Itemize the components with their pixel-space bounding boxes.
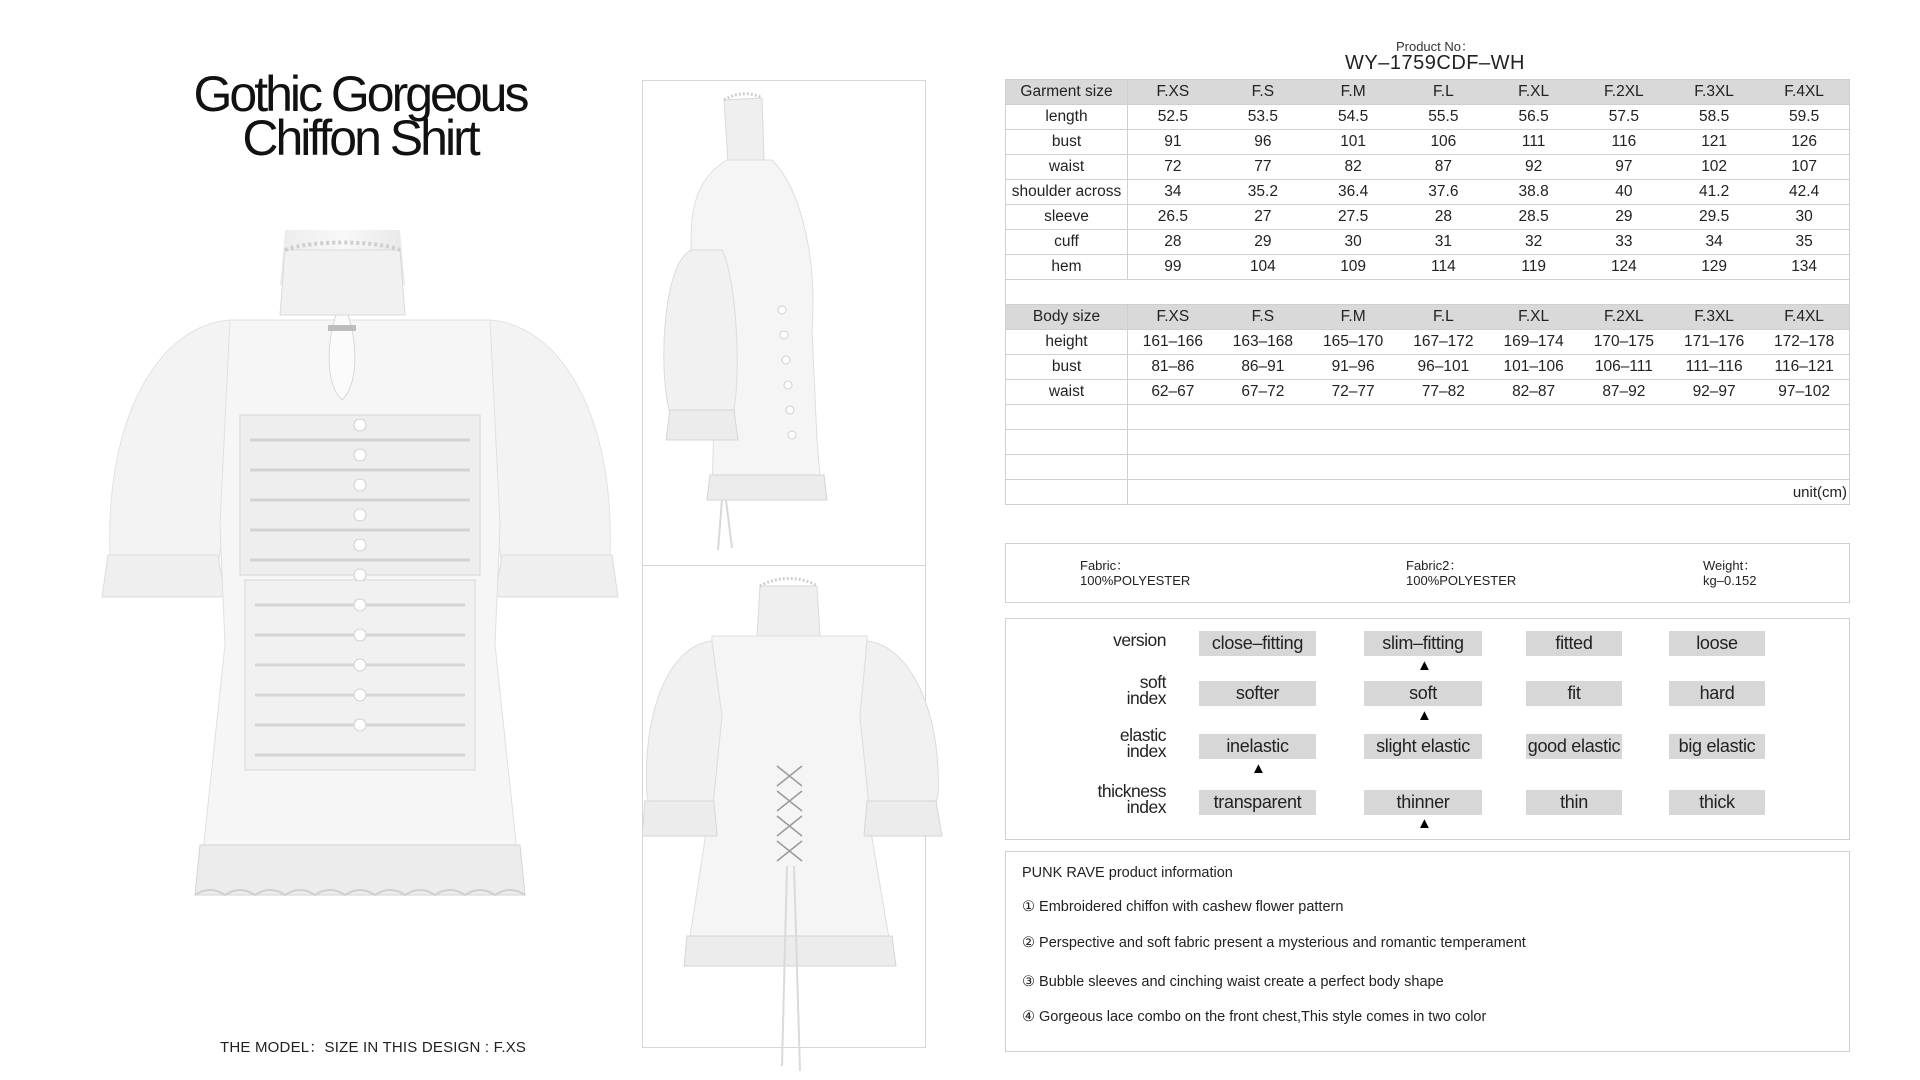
empty-cell xyxy=(1006,455,1128,480)
soft-selected-marker: ▲ xyxy=(1417,707,1432,724)
table-row xyxy=(1006,105,1850,130)
table-cell: 163–168 xyxy=(1218,330,1308,355)
table-cell: 92–97 xyxy=(1669,380,1759,405)
table-cell: 169–174 xyxy=(1489,330,1579,355)
elastic-option-big-elastic: big elastic xyxy=(1669,734,1765,759)
elastic-option-slight-elastic: slight elastic xyxy=(1364,734,1482,759)
table-cell: 114 xyxy=(1398,255,1488,280)
fabric2-value: 100%POLYESTER xyxy=(1406,573,1517,588)
size-col-header: F.XL xyxy=(1489,305,1579,330)
table-cell: 161–166 xyxy=(1128,330,1218,355)
table-cell: 104 xyxy=(1218,255,1308,280)
fabric1 xyxy=(1080,558,1190,588)
table-cell: 119 xyxy=(1489,255,1579,280)
size-col-header: F.3XL xyxy=(1669,305,1759,330)
elastic-option-inelastic: inelastic xyxy=(1199,734,1316,759)
table-cell: 32 xyxy=(1489,230,1579,255)
version-selected-marker: ▲ xyxy=(1417,657,1432,674)
unit-row xyxy=(1006,480,1850,505)
product-title-line2: Chiffon Shirt xyxy=(242,110,478,166)
empty-cell xyxy=(1006,430,1128,455)
size-col-header: F.4XL xyxy=(1759,305,1849,330)
side-view-photo xyxy=(642,80,926,565)
row-label: cuff xyxy=(1006,230,1128,255)
front-view-photo xyxy=(100,225,620,905)
table-cell: 36.4 xyxy=(1308,180,1398,205)
table-cell: 59.5 xyxy=(1759,105,1849,130)
size-col-header: F.XS xyxy=(1128,80,1218,105)
table-cell: 27 xyxy=(1218,205,1308,230)
spacer-cell xyxy=(1006,280,1850,305)
product-number: WY–1759CDF–WH xyxy=(1345,52,1525,74)
table-cell: 129 xyxy=(1669,255,1759,280)
table-row xyxy=(1006,230,1850,255)
row-label: waist xyxy=(1006,155,1128,180)
row-label: shoulder across xyxy=(1006,180,1128,205)
soft-option-hard: hard xyxy=(1669,681,1765,706)
table-cell: 28 xyxy=(1128,230,1218,255)
row-label: length xyxy=(1006,105,1128,130)
table-cell: 116 xyxy=(1579,130,1669,155)
back-view-photo xyxy=(642,566,972,1080)
info-point-2: ② Perspective and soft fabric present a mysterious and romantic temperament xyxy=(1022,935,1526,951)
table-cell: 30 xyxy=(1308,230,1398,255)
table-cell: 107 xyxy=(1759,155,1849,180)
row-label: bust xyxy=(1006,130,1128,155)
table-cell: 106 xyxy=(1398,130,1488,155)
table-cell: 72–77 xyxy=(1308,380,1398,405)
table-cell: 102 xyxy=(1669,155,1759,180)
size-col-header: F.XL xyxy=(1489,80,1579,105)
garment-size-header-row xyxy=(1006,80,1850,105)
product-title-line1: Gothic Gorgeous xyxy=(193,66,527,122)
table-cell: 87–92 xyxy=(1579,380,1669,405)
table-row xyxy=(1006,355,1850,380)
weight-label: Weight： xyxy=(1703,558,1757,573)
thickness-label-line1: thickness xyxy=(1097,781,1166,801)
table-cell: 56.5 xyxy=(1489,105,1579,130)
table-cell: 171–176 xyxy=(1669,330,1759,355)
empty-row xyxy=(1006,455,1850,480)
table-cell: 86–91 xyxy=(1218,355,1308,380)
table-cell: 29.5 xyxy=(1669,205,1759,230)
size-col-header: F.XS xyxy=(1128,305,1218,330)
table-cell: 42.4 xyxy=(1759,180,1849,205)
model-size-note: THE MODEL：SIZE IN THIS DESIGN : F.XS xyxy=(220,1039,527,1056)
table-cell: 53.5 xyxy=(1218,105,1308,130)
table-cell: 99 xyxy=(1128,255,1218,280)
row-label: hem xyxy=(1006,255,1128,280)
row-label: height xyxy=(1006,330,1128,355)
table-cell: 121 xyxy=(1669,130,1759,155)
thickness-option-thin: thin xyxy=(1526,790,1622,815)
table-cell: 28.5 xyxy=(1489,205,1579,230)
body-size-header-row xyxy=(1006,305,1850,330)
table-cell: 101–106 xyxy=(1489,355,1579,380)
table-cell: 29 xyxy=(1579,205,1669,230)
size-col-header: F.L xyxy=(1398,80,1488,105)
table-cell: 35 xyxy=(1759,230,1849,255)
table-cell: 77–82 xyxy=(1398,380,1488,405)
fabric-info-box xyxy=(1005,543,1850,603)
table-cell: 165–170 xyxy=(1308,330,1398,355)
product-title xyxy=(140,66,580,166)
table-cell: 97 xyxy=(1579,155,1669,180)
table-cell: 34 xyxy=(1669,230,1759,255)
version-label xyxy=(1036,632,1166,648)
table-cell: 38.8 xyxy=(1489,180,1579,205)
spacer-row xyxy=(1006,280,1850,305)
product-number-label: Product No： xyxy=(1395,39,1475,54)
table-cell: 29 xyxy=(1218,230,1308,255)
table-cell: 92 xyxy=(1489,155,1579,180)
table-cell: 170–175 xyxy=(1579,330,1669,355)
table-cell: 124 xyxy=(1579,255,1669,280)
thickness-selected-marker: ▲ xyxy=(1417,815,1432,832)
soft-option-softer: softer xyxy=(1199,681,1316,706)
row-label: bust xyxy=(1006,355,1128,380)
weight-value: kg–0.152 xyxy=(1703,573,1757,588)
table-cell: 67–72 xyxy=(1218,380,1308,405)
body-size-table xyxy=(1005,304,1850,505)
row-label: waist xyxy=(1006,380,1128,405)
product-info-heading: PUNK RAVE product information xyxy=(1022,865,1233,881)
version-label-text: version xyxy=(1113,630,1166,650)
fabric1-label: Fabric： xyxy=(1080,558,1130,573)
table-row xyxy=(1006,130,1850,155)
table-cell: 81–86 xyxy=(1128,355,1218,380)
info-point-1: ① Embroidered chiffon with cashew flower pattern xyxy=(1022,899,1344,915)
table-cell: 96–101 xyxy=(1398,355,1488,380)
version-option-loose: loose xyxy=(1669,631,1765,656)
thickness-index-label xyxy=(1036,783,1166,815)
table-cell: 172–178 xyxy=(1759,330,1849,355)
size-col-header: F.L xyxy=(1398,305,1488,330)
table-cell: 134 xyxy=(1759,255,1849,280)
table-cell: 55.5 xyxy=(1398,105,1488,130)
table-cell: 72 xyxy=(1128,155,1218,180)
empty-row xyxy=(1006,430,1850,455)
table-row xyxy=(1006,330,1850,355)
soft-index-label xyxy=(1036,674,1166,706)
table-cell: 54.5 xyxy=(1308,105,1398,130)
empty-cell xyxy=(1128,405,1850,430)
table-cell: 26.5 xyxy=(1128,205,1218,230)
table-cell: 106–111 xyxy=(1579,355,1669,380)
elastic-option-good-elastic: good elastic xyxy=(1526,734,1622,759)
size-col-header: F.2XL xyxy=(1579,305,1669,330)
table-cell: 35.2 xyxy=(1218,180,1308,205)
table-cell: 31 xyxy=(1398,230,1488,255)
soft-option-soft: soft xyxy=(1364,681,1482,706)
fit-index-box xyxy=(1005,618,1850,840)
info-point-3: ③ Bubble sleeves and cinching waist create a perfect body shape xyxy=(1022,974,1444,990)
table-cell: 111 xyxy=(1489,130,1579,155)
table-cell: 87 xyxy=(1398,155,1488,180)
table-cell: 111–116 xyxy=(1669,355,1759,380)
table-cell: 91 xyxy=(1128,130,1218,155)
size-col-header: F.3XL xyxy=(1669,80,1759,105)
table-cell: 97–102 xyxy=(1759,380,1849,405)
table-cell: 34 xyxy=(1128,180,1218,205)
version-option-close-fitting: close–fitting xyxy=(1199,631,1316,656)
empty-cell xyxy=(1006,405,1128,430)
table-cell: 167–172 xyxy=(1398,330,1488,355)
size-col-header: F.M xyxy=(1308,80,1398,105)
elastic-selected-marker: ▲ xyxy=(1251,760,1266,777)
weight xyxy=(1703,558,1757,588)
table-row xyxy=(1006,155,1850,180)
table-cell: 82 xyxy=(1308,155,1398,180)
table-cell: 28 xyxy=(1398,205,1488,230)
table-cell: 82–87 xyxy=(1489,380,1579,405)
table-cell: 116–121 xyxy=(1759,355,1849,380)
table-cell: 126 xyxy=(1759,130,1849,155)
table-row xyxy=(1006,380,1850,405)
soft-label-line2: index xyxy=(1126,688,1166,708)
body-size-header: Body size xyxy=(1006,305,1128,330)
size-col-header: F.S xyxy=(1218,305,1308,330)
garment-size-table xyxy=(1005,79,1850,305)
thickness-label-line2: index xyxy=(1126,797,1166,817)
table-cell: 37.6 xyxy=(1398,180,1488,205)
table-cell: 33 xyxy=(1579,230,1669,255)
row-label: sleeve xyxy=(1006,205,1128,230)
soft-label-line1: soft xyxy=(1139,672,1166,692)
table-row xyxy=(1006,180,1850,205)
table-cell: 77 xyxy=(1218,155,1308,180)
empty-row xyxy=(1006,405,1850,430)
table-cell: 91–96 xyxy=(1308,355,1398,380)
size-col-header: F.S xyxy=(1218,80,1308,105)
table-cell: 30 xyxy=(1759,205,1849,230)
product-info-box xyxy=(1005,851,1850,1052)
size-col-header: F.4XL xyxy=(1759,80,1849,105)
empty-cell xyxy=(1128,455,1850,480)
table-cell: 62–67 xyxy=(1128,380,1218,405)
empty-cell xyxy=(1006,480,1128,505)
size-col-header: F.M xyxy=(1308,305,1398,330)
table-row xyxy=(1006,255,1850,280)
garment-size-header: Garment size xyxy=(1006,80,1128,105)
size-col-header: F.2XL xyxy=(1579,80,1669,105)
unit-label: unit(cm) xyxy=(1128,480,1850,505)
table-cell: 52.5 xyxy=(1128,105,1218,130)
soft-option-fit: fit xyxy=(1526,681,1622,706)
table-cell: 101 xyxy=(1308,130,1398,155)
version-option-fitted: fitted xyxy=(1526,631,1622,656)
table-cell: 58.5 xyxy=(1669,105,1759,130)
fabric2 xyxy=(1406,558,1516,588)
info-point-4: ④ Gorgeous lace combo on the front chest,This style comes in two color xyxy=(1022,1009,1487,1025)
table-cell: 96 xyxy=(1218,130,1308,155)
table-row xyxy=(1006,205,1850,230)
table-cell: 41.2 xyxy=(1669,180,1759,205)
table-cell: 109 xyxy=(1308,255,1398,280)
empty-cell xyxy=(1128,430,1850,455)
fabric2-label: Fabric2： xyxy=(1406,558,1463,573)
thickness-option-thick: thick xyxy=(1669,790,1765,815)
fabric1-value: 100%POLYESTER xyxy=(1080,573,1191,588)
elastic-index-label xyxy=(1036,727,1166,759)
table-cell: 40 xyxy=(1579,180,1669,205)
table-cell: 27.5 xyxy=(1308,205,1398,230)
thickness-option-thinner: thinner xyxy=(1364,790,1482,815)
version-option-slim-fitting: slim–fitting xyxy=(1364,631,1482,656)
elastic-label-line1: elastic xyxy=(1119,725,1166,745)
thickness-option-transparent: transparent xyxy=(1199,790,1316,815)
table-cell: 57.5 xyxy=(1579,105,1669,130)
elastic-label-line2: index xyxy=(1126,741,1166,761)
